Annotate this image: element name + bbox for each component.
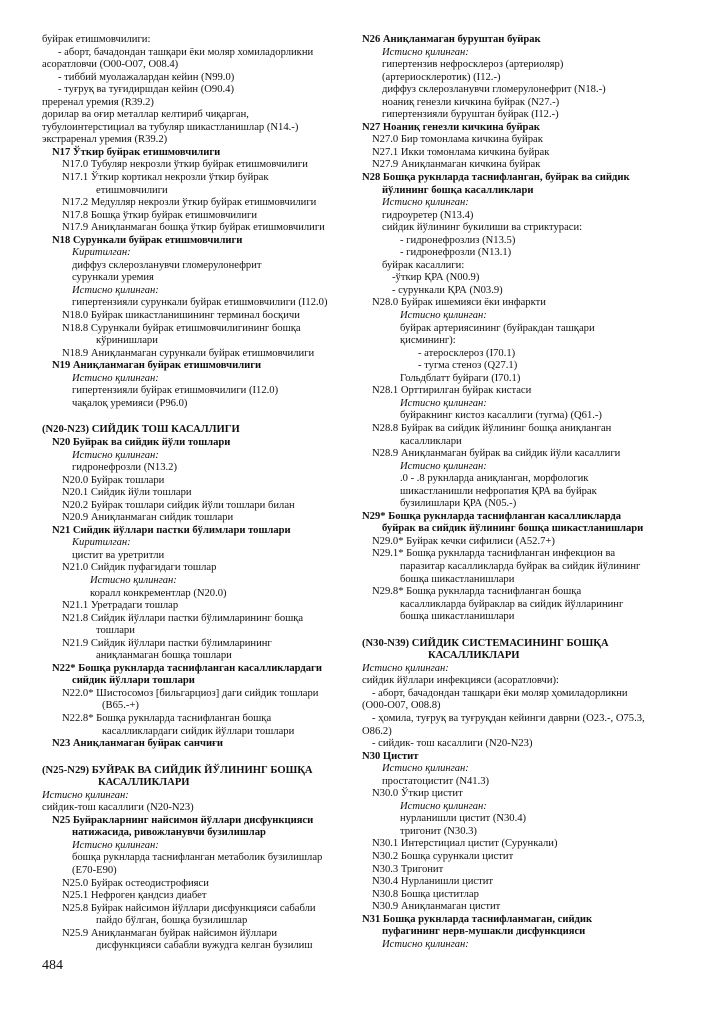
text-line: цистит ва уретритли xyxy=(72,549,165,561)
heading-line: N18 Сурункали буйрак етишмовчилиги xyxy=(52,234,243,246)
note-label: Истисно қилинган: xyxy=(72,284,159,296)
text-line: гидронефрозли (N13.2) xyxy=(72,462,177,474)
text-line: касалликлардаги сийдик йўллари тошлари xyxy=(102,725,295,737)
text-line: - гидронефрозлиз (N13.5) xyxy=(400,234,516,246)
text-line: дорилар ва оғир металлар келтириб чиқарган, xyxy=(42,109,249,121)
text-line: простатоцистит (N41.3) xyxy=(382,775,490,787)
text-line: преренал уремия (R39.2) xyxy=(42,96,154,108)
text-line: нурланишли цистит (N30.4) xyxy=(400,813,527,825)
text-line: асоратловчи (O00-O07, O08.4) xyxy=(42,59,179,71)
text-line: (B65.-+) xyxy=(102,700,139,712)
text-line: дисфункцияси сабабли вужудга келган бузилиш xyxy=(96,940,313,952)
text-line: N21.0 Сийдик пуфагидаги тошлар xyxy=(62,562,217,574)
text-line: қисмининг): xyxy=(400,335,456,347)
note-label: Истисно қилинган: xyxy=(382,46,469,58)
note-label: Истисно қилинган: xyxy=(400,460,487,472)
heading-line: (N25-N29) БУЙРАК ВА СИЙДИК ЙЎЛИНИНГ БОШҚА xyxy=(42,764,313,776)
text-line: N30.8 Бошқа циститлар xyxy=(372,888,479,900)
note-label: Киритилган: xyxy=(72,537,131,549)
text-line: N30.9 Аниқланмаган цистит xyxy=(372,901,501,913)
text-line: N29.8* Бошқа рукнларда таснифланган бошқа xyxy=(372,586,582,598)
heading-line: сийдик йўллари тошлари xyxy=(72,675,195,687)
text-line: гипертензияли сурункали буйрак етишмовчилиги (I12.0) xyxy=(72,297,328,309)
heading-line: N22* Бошқа рукнларда таснифланган касалликлардаги xyxy=(52,662,322,674)
text-line: касалликларда буйраклар ва сийдик йўлларининг xyxy=(400,598,624,610)
heading-line: N30 Цистит xyxy=(362,750,419,762)
text-line: тригонит (N30.3) xyxy=(400,825,477,837)
text-line: тубулоинтерстициал ва тубуляр шикастланишлар (N14.-) xyxy=(42,121,299,133)
text-line: N20.1 Сийдик йўли тошлари xyxy=(62,487,192,499)
text-line: буйрак касаллиги: xyxy=(382,259,465,271)
text-line: N25.8 Буйрак найсимон йўллари дисфункцияси сабабли xyxy=(62,902,316,914)
heading-line: N27 Ноаниқ генезли кичкина буйрак xyxy=(362,121,540,133)
text-line: Гольдблатт буйраги (I70.1) xyxy=(400,372,521,384)
note-label: Истисно қилинган: xyxy=(72,372,159,384)
right-column xyxy=(362,34,682,951)
text-line: N28.9 Аниқланмаган буйрак ва сийдик йўли касаллиги xyxy=(372,448,621,460)
text-line: гипертензияли буйрак етишмовчилиги (I12.0) xyxy=(72,385,279,397)
heading-line: (N20-N23) СИЙДИК ТОШ КАСАЛЛИГИ xyxy=(42,424,240,436)
text-line: гипертензияли буруштан буйрак (I12.-) xyxy=(382,109,559,121)
text-line: N17.1 Ўткир кортикал некрозли ўткир буйрак xyxy=(62,172,269,184)
heading-line: N17 Ўткир буйрак етишмовчилиги xyxy=(52,146,221,158)
text-line: (артериосклеротик) (I12.-) xyxy=(382,71,501,83)
heading-line: N25 Буйракларнинг найсимон йўллари дисфункцияси xyxy=(52,814,314,826)
text-line: - аборт, бачадондан ташқари ёки моляр хомиладорликни xyxy=(58,46,314,58)
text-line: N20.2 Буйрак тошлари сийдик йўли тошлари билан xyxy=(62,499,295,511)
text-line: бошқа шикастланишлари xyxy=(400,611,515,623)
text-line: N27.9 Аниқланмаган кичкина буйрак xyxy=(372,159,541,171)
heading-line: N23 Аниқланмаган буйрак санчиғи xyxy=(52,738,223,750)
note-label: Истисно қилинган: xyxy=(72,449,159,461)
text-line: N27.1 Икки томонлама кичкина буйрак xyxy=(372,146,550,158)
text-line: - тугма стеноз (Q27.1) xyxy=(418,360,518,372)
text-line: N29.1* Бошқа рукнларда таснифланган инфекцион ва xyxy=(372,548,616,560)
text-line: - гидронефрозли (N13.1) xyxy=(400,247,512,259)
text-line: N28.0 Буйрак ишемияси ёки инфаркти xyxy=(372,297,546,309)
text-line: сийдик йўлининг букилиши ва стриктураси: xyxy=(382,222,583,234)
note-label: Истисно қилинган: xyxy=(382,763,469,775)
text-line: N30.3 Тригонит xyxy=(372,863,444,875)
text-line: - туғруқ ва туғидиршдан кейин (O90.4) xyxy=(58,84,234,96)
text-line: ноаниқ генезли кичкина буйрак (N27.-) xyxy=(382,96,560,108)
heading-line: N26 Аниқланмаган буруштан буйрак xyxy=(362,34,541,45)
text-line: диффуз склерозланувчи гломерулонефрит (N18.-) xyxy=(382,84,606,96)
text-line: N30.1 Интерстициал цистит (Сурункали) xyxy=(372,838,558,850)
text-line: - тиббий муолажалардан кейин (N99.0) xyxy=(58,71,235,83)
spacer xyxy=(42,410,344,424)
heading-line: натижасида, ривожланувчи бузилишлар xyxy=(72,827,266,839)
text-line: - сурункали ҚРА (N03.9) xyxy=(392,284,503,296)
note-label: Истисно қилинган: xyxy=(382,938,469,950)
spacer xyxy=(42,751,344,765)
text-line: аниқланмаган бошқа тошлари xyxy=(96,650,232,662)
text-line: N17.2 Медулляр некрозли ўткир буйрак етишмовчилиги xyxy=(62,197,317,209)
text-line: буйрак етишмовчилиги: xyxy=(42,34,151,45)
page-number: 484 xyxy=(42,958,63,973)
text-line: N20.0 Буйрак тошлари xyxy=(62,474,165,486)
text-line: етишмовчилиги xyxy=(96,184,168,196)
text-line: N30.0 Ўткир цистит xyxy=(372,788,463,800)
note-label: Истисно қилинган: xyxy=(42,789,129,801)
text-line: N18.0 Буйрак шикастланишининг терминал босқичи xyxy=(62,310,300,322)
heading-line: N19 Аниқланмаган буйрак етишмовчилиги xyxy=(52,360,262,372)
text-line: паразитар касалликларда буйрак ва сийдик йўлининг xyxy=(400,560,641,572)
text-line: - атеросклероз (I70.1) xyxy=(418,347,516,359)
heading-line: пуфагининг нерв-мушакли дисфункцияси xyxy=(382,926,586,938)
spacer xyxy=(362,624,682,638)
left-column xyxy=(42,34,344,953)
note-label: Истисно қилинган: xyxy=(382,197,469,209)
text-line: пайдо бўлган, бошқа бузилишлар xyxy=(96,915,248,927)
heading-line: N28 Бошқа рукнларда таснифланган, буйрак ва сийдик xyxy=(362,172,630,184)
note-label: Истисно қилинган: xyxy=(90,574,177,586)
text-line: шикастланишли нефропатия ҚРА ва буйрак xyxy=(400,485,597,497)
text-line: чақалоқ уремияси (P96.0) xyxy=(72,397,188,409)
text-line: гидроуретер (N13.4) xyxy=(382,209,474,221)
text-line: N22.0* Шистосомоз [бильгарциоз] даги сийдик тошлари xyxy=(62,687,319,699)
text-line: N29.0* Буйрак кечки сифилиси (A52.7+) xyxy=(372,535,555,547)
text-line: N27.0 Бир томонлама кичкина буйрак xyxy=(372,134,543,146)
text-line: экстраренал уремия (R39.2) xyxy=(42,134,168,146)
text-line: .0 - .8 рукнларда аниқланган, морфологик xyxy=(400,473,589,485)
text-line: бошқа рукнларда таснифланган метаболик бузилишлар xyxy=(72,852,323,864)
heading-line: КАСАЛЛИКЛАРИ xyxy=(98,777,190,789)
text-line: - сийдик- тош касаллиги (N20-N23) xyxy=(372,738,533,750)
text-line: N20.9 Аниқланмаган сийдик тошлари xyxy=(62,512,234,524)
text-line: N30.4 Нурланишли цистит xyxy=(372,876,494,888)
heading-line: N31 Бошқа рукнларда таснифланмаган, сийдик xyxy=(362,913,593,925)
text-line: касалликлари xyxy=(400,435,462,447)
note-label: Истисно қилинган: xyxy=(362,662,449,674)
text-line: буйрак артериясининг (буйракдан ташқари xyxy=(400,322,595,334)
heading-line: (N30-N39) СИЙДИК СИСТЕМАСИНИНГ БОШҚА xyxy=(362,637,609,649)
note-label: Истисно қилинган: xyxy=(400,310,487,322)
text-line: (O00-O07, O08.8) xyxy=(362,700,441,712)
text-line: N28.8 Буйрак ва сийдик йўлининг бошқа аниқланган xyxy=(372,422,612,434)
note-label: Киритилган: xyxy=(72,247,131,259)
text-line: N18.9 Аниқланмаган сурункали буйрак етишмовчилиги xyxy=(62,347,315,359)
text-line: N25.0 Буйрак остеодистрофияси xyxy=(62,877,209,889)
text-line: сийдик йўллари инфекцияси (асоратловчи): xyxy=(362,675,560,687)
heading-line: N29* Бошқа рукнларда таснифланган касалликларда xyxy=(362,510,622,522)
text-line: N21.1 Уретрадаги тошлар xyxy=(62,600,179,612)
text-line: N21.9 Сийдик йўллари пастки бўлимларининг xyxy=(62,637,272,649)
text-line: бошқа шикастланишлари xyxy=(400,573,515,585)
heading-line: N21 Сийдик йўллари пастки бўлимлари тошлари xyxy=(52,524,291,536)
text-line: - аборт, бачадондан ташқари ёки моляр ҳомиладорликни xyxy=(372,687,628,699)
heading-line: буйрак ва сийдик йўлининг бошқа шикастланишлари xyxy=(382,523,644,535)
text-line: N30.2 Бошқа сурункали цистит xyxy=(372,851,514,862)
text-line: N18.8 Сурункали буйрак етишмовчилигининг бошқа xyxy=(62,322,301,334)
text-line: коралл конкрементлар (N20.0) xyxy=(90,587,227,599)
text-line: гипертензив нефросклероз (артериоляр) xyxy=(382,59,564,71)
note-label: Истисно қилинган: xyxy=(400,397,487,409)
text-line: N22.8* Бошқа рукнларда таснифланган бошқа xyxy=(62,712,272,724)
note-label: Истисно қилинган: xyxy=(400,800,487,812)
text-line: N17.9 Аниқланмаган бошқа ўткир буйрак етишмовчилиги xyxy=(62,222,325,234)
note-label: Истисно қилинган: xyxy=(72,839,159,851)
text-line: сурункали уремия xyxy=(72,272,154,284)
heading-line: йўлининг бошқа касалликлари xyxy=(382,184,534,196)
text-line: N17.8 Бошқа ўткир буйрак етишмовчилиги xyxy=(62,209,258,221)
text-line: N25.1 Нефроген қандсиз диабет xyxy=(62,890,207,902)
text-line: тошлари xyxy=(96,625,135,637)
text-line: - ҳомила, туғруқ ва туғруқдан кейинги даврни (O23.-, O75.3, xyxy=(372,712,645,724)
text-line: O86.2) xyxy=(362,725,392,737)
text-line: буйракнинг кистоз касаллиги (тугма) (Q61.-) xyxy=(400,410,602,422)
text-line: диффуз склерозланувчи гломерулонефрит xyxy=(72,259,262,271)
text-line: бузилишлари ҚРА (N05.-) xyxy=(400,498,517,510)
text-line: N28.1 Орттирилган буйрак кистаси xyxy=(372,385,532,397)
text-line: сийдик-тош касаллиги (N20-N23) xyxy=(42,802,194,814)
text-line: кўринишлари xyxy=(96,335,158,347)
text-line: N25.9 Аниқланмаган буйрак найсимон йўллари xyxy=(62,927,278,939)
text-line: N17.0 Тубуляр некрозли ўткир буйрак етишмовчилиги xyxy=(62,159,308,171)
heading-line: N20 Буйрак ва сийдик йўли тошлари xyxy=(52,436,231,448)
text-line: -ўткир ҚРА (N00.9) xyxy=(392,272,480,284)
text-line: N21.8 Сийдик йўллари пастки бўлимларининг бошқа xyxy=(62,612,304,624)
text-line: (E70-E90) xyxy=(72,865,117,876)
heading-line: КАСАЛЛИКЛАРИ xyxy=(428,650,520,662)
